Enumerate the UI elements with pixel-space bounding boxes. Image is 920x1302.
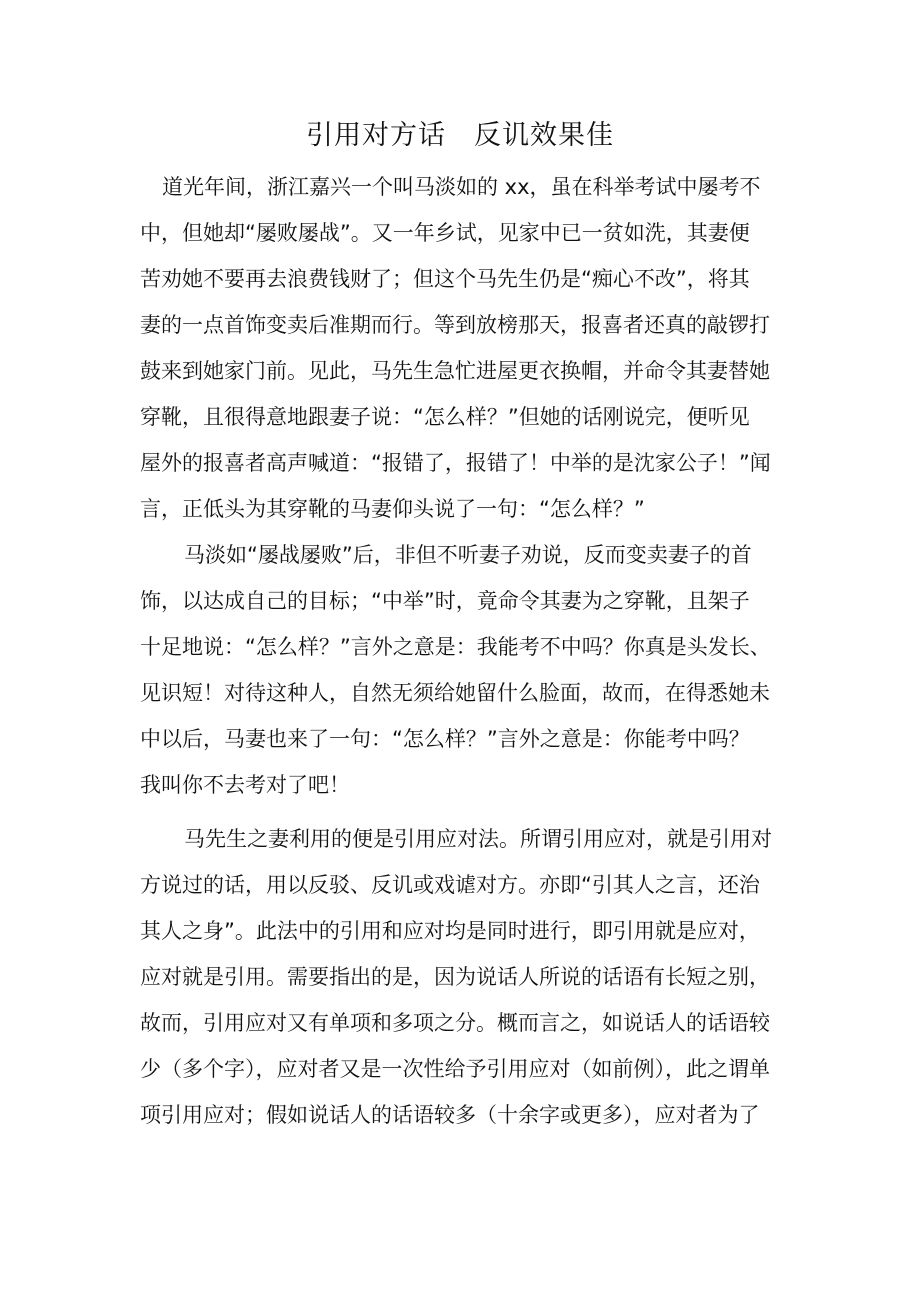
- text-line: 妻的一点首饰变卖后准期而行。等到放榜那天，报喜者还真的敲锣打: [140, 313, 770, 337]
- text-line: 应对就是引用。需要指出的是，因为说话人所说的话语有长短之别，: [140, 965, 770, 989]
- text-line: 言，正低头为其穿靴的马妻仰头说了一句：“怎么样？”: [140, 497, 645, 521]
- text-line: 屋外的报喜者高声喊道：“报错了，报错了！中举的是沈家公子！”闻: [140, 451, 771, 475]
- text-line: 我叫你不去考对了吧！: [140, 773, 350, 797]
- text-line: 方说过的话，用以反驳、反讥或戏谑对方。亦即“引其人之言，还治: [140, 873, 760, 897]
- document-title: 引用对方话 反讥效果佳: [306, 120, 614, 151]
- text-line: 中以后，马妻也来了一句：“怎么样？”言外之意是：你能考中吗？: [140, 727, 750, 751]
- text-line: 马淡如“屡战屡败”后，非但不听妻子劝说，反而变卖妻子的首: [184, 543, 752, 567]
- paragraph-3: [140, 816, 800, 1138]
- text-line: 马先生之妻利用的便是引用应对法。所谓引用应对，就是引用对: [184, 827, 772, 851]
- text-line: 少（多个字），应对者又是一次性给予引用应对（如前例），此之谓单: [140, 1057, 770, 1081]
- text-line: 见识短！对待这种人，自然无须给她留什么脸面，故而，在得悉她未: [140, 681, 770, 705]
- text-line: 中，但她却“屡败屡战”。又一年乡试，见家中已一贫如洗，其妻便: [140, 221, 750, 245]
- paragraph-spacer: [140, 808, 800, 816]
- paragraph-1: [140, 164, 800, 532]
- paragraph-2: [140, 532, 800, 808]
- text-line: 道光年间，浙江嘉兴一个叫马淡如的 xx，虽在科举考试中屡考不: [162, 175, 761, 199]
- document-body: [140, 164, 800, 1138]
- text-line: 穿靴，且很得意地跟妻子说：“怎么样？”但她的话刚说完，便听见: [140, 405, 750, 429]
- text-line: 苦劝她不要再去浪费钱财了；但这个马先生仍是“痴心不改”，将其: [140, 267, 750, 291]
- text-line: 十足地说：“怎么样？”言外之意是：我能考不中吗？你真是头发长、: [140, 635, 771, 659]
- text-line: 饰，以达成自己的目标；“中举”时，竟命令其妻为之穿靴，且架子: [140, 589, 750, 613]
- text-line: 其人之身”。此法中的引用和应对均是同时进行，即引用就是应对，: [140, 919, 760, 943]
- text-line: 故而，引用应对又有单项和多项之分。概而言之，如说话人的话语较: [140, 1011, 770, 1035]
- text-line: 鼓来到她家门前。见此，马先生急忙进屋更衣换帽，并命令其妻替她: [140, 359, 770, 383]
- text-line: 项引用应对；假如说话人的话语较多（十余字或更多），应对者为了: [140, 1103, 760, 1127]
